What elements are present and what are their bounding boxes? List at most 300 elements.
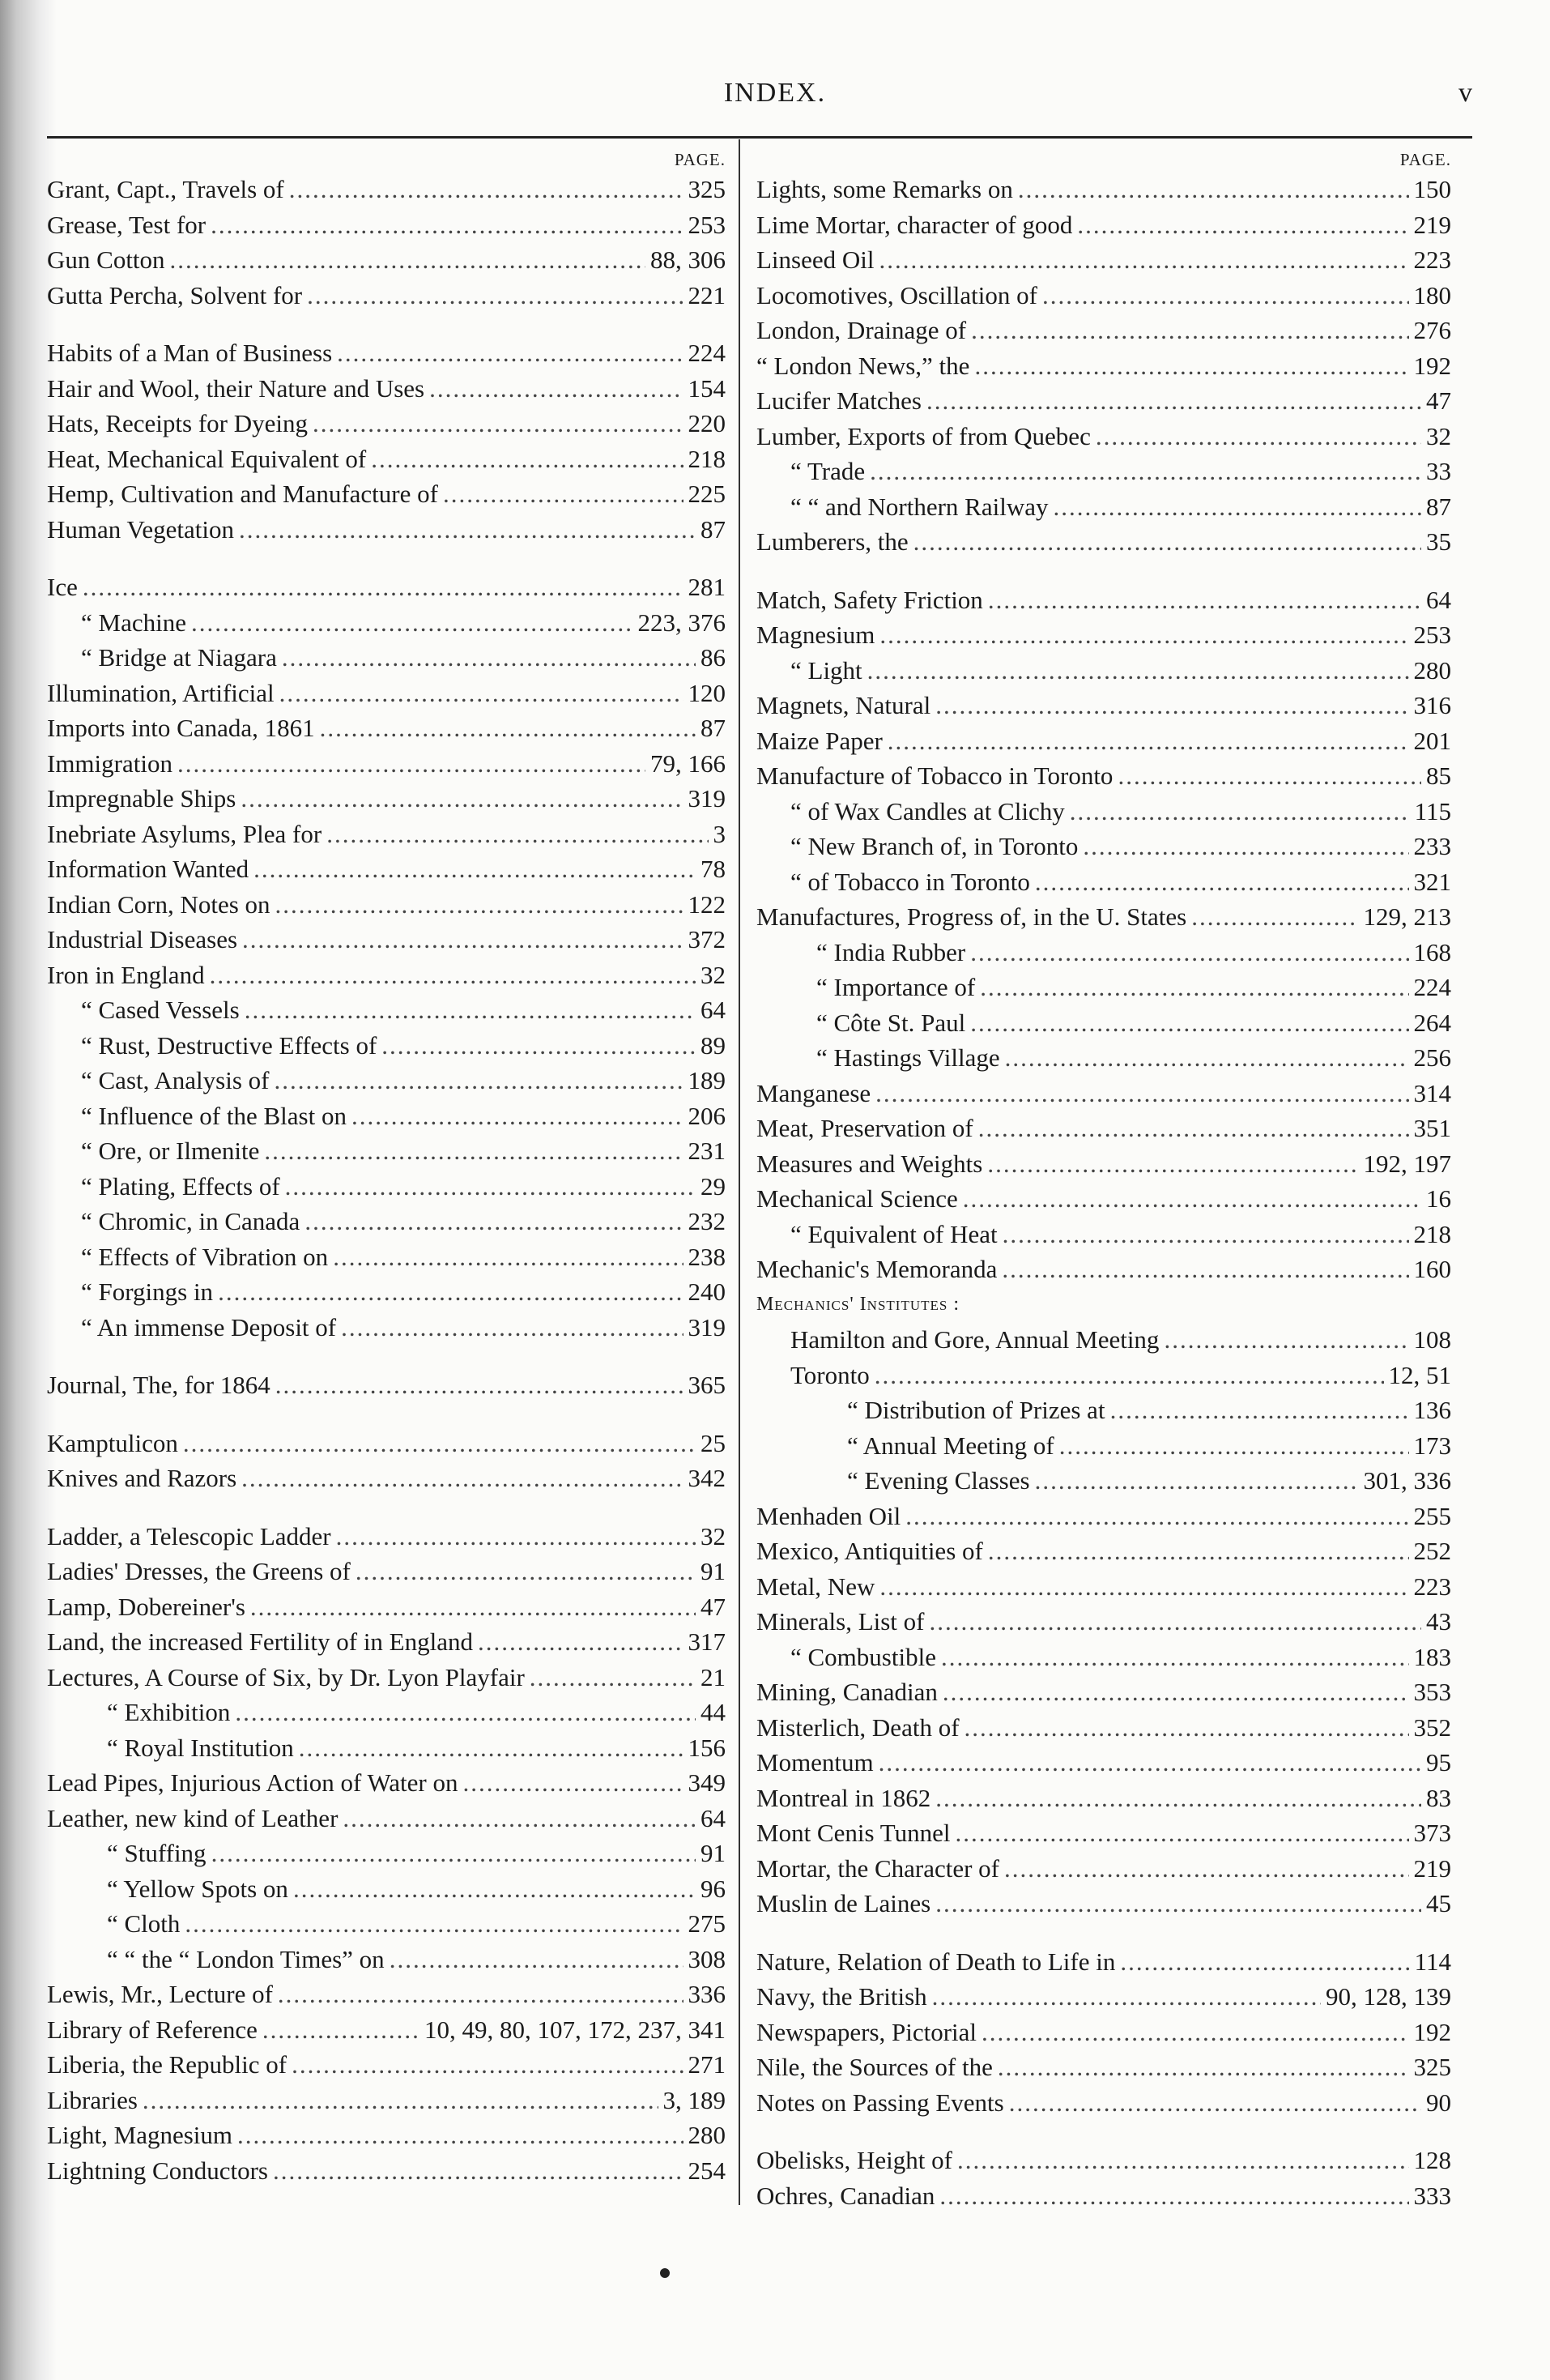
index-entry-label: Measures and Weights [756,1149,983,1178]
dot-leader [264,1133,683,1169]
index-entry-page: 43 [1426,1607,1451,1636]
index-entry-page: 12, 51 [1388,1360,1451,1389]
dot-leader [262,2012,419,2048]
index-entry-label: Libraries [47,2085,138,2114]
index-entry-label: Land, the increased Fertility of in England [47,1627,473,1656]
index-entry-page: 89 [700,1030,726,1060]
index-entry [47,1730,726,1766]
index-entry-page: 87 [700,714,726,742]
index-entry-page: 206 [688,1101,726,1130]
index-entry-page: 79, 166 [650,749,726,778]
index-entry [756,1944,1451,1980]
index-entry [47,1310,726,1346]
index-entry [756,1146,1451,1182]
index-entry-page: 95 [1426,1748,1451,1776]
index-entry-page: 10, 49, 80, 107, 172, 237, 341 [424,2015,726,2044]
dot-leader [955,1815,1408,1851]
dot-leader [299,1730,683,1766]
index-entry [756,1745,1451,1781]
index-entry [756,758,1451,794]
index-entry-label: “ Cased Vessels [81,996,240,1024]
page-number: v [1458,78,1472,108]
index-entry [756,1358,1451,1393]
index-entry-label: London, Drainage of [756,316,967,344]
index-entry [47,1169,726,1205]
dot-leader [870,454,1421,489]
index-entry [756,1604,1451,1640]
index-entry-label: Light, Magnesium [47,2121,233,2149]
index-entry-page: 218 [688,444,726,473]
index-entry [756,1428,1451,1464]
index-entry-label: Habits of a Man of Business [47,339,333,367]
index-entry [756,899,1451,935]
dot-leader [183,1426,696,1461]
index-entry [756,1463,1451,1499]
index-entry-label: Hamilton and Gore, Annual Meeting [790,1325,1160,1354]
index-entry [756,1569,1451,1605]
index-entry-page: 349 [688,1768,726,1797]
index-entry [47,406,726,441]
index-entry [47,746,726,782]
index-entry-page: 78 [700,855,726,883]
dot-leader [241,781,683,817]
dot-leader [530,1660,696,1695]
dot-leader [1004,1851,1408,1887]
index-entry-page: 280 [1413,655,1451,685]
index-entry [756,348,1451,384]
dot-leader [905,1499,1408,1534]
index-entry-page: 314 [1413,1078,1451,1107]
left-column [47,147,726,2188]
dot-leader [980,970,1408,1005]
index-entry-label: Illumination, Artificial [47,678,275,707]
dot-leader [1005,1040,1409,1076]
dot-leader [1191,899,1358,935]
index-entry-page: 351 [1413,1114,1451,1142]
index-entry [47,335,726,371]
index-entry [47,172,726,207]
dot-leader [974,348,1408,384]
index-entry [756,935,1451,970]
page-title: INDEX. [723,78,827,108]
index-entry [756,1533,1451,1569]
index-entry-label: Lewis, Mr., Lecture of [47,1980,273,2008]
index-entry-label: Hats, Receipts for Dyeing [47,409,308,437]
index-entry [47,1028,726,1064]
index-entry [47,676,726,711]
index-entry-label: Leather, new kind of Leather [47,1803,339,1832]
dot-leader [211,207,683,243]
dot-leader [241,1461,683,1496]
index-entry-page: 45 [1426,1889,1451,1917]
dot-leader [957,2143,1409,2178]
right-column [756,147,1451,2213]
index-entry [47,1977,726,2012]
dot-leader [932,1979,1321,2015]
index-entry-label: “ Influence of the Blast on [81,1101,347,1130]
index-entry [47,851,726,887]
dot-leader [239,512,696,548]
index-entry-page: 115 [1414,796,1451,825]
dot-leader [926,383,1421,419]
index-entry-page: 150 [1413,175,1451,203]
index-entry-page: 319 [688,1312,726,1341]
dot-leader [292,2047,683,2083]
index-entry [756,653,1451,689]
index-entry-page: 64 [1426,585,1451,614]
dot-leader [275,1063,683,1098]
index-entry-page: 238 [688,1242,726,1271]
dot-leader [1083,829,1408,864]
index-entry-label: Misterlich, Death of [756,1712,960,1742]
index-entry [756,1815,1451,1851]
index-entry-page: 219 [1413,1853,1451,1883]
index-entry-page: 280 [688,2121,726,2149]
index-entry-label: Mexico, Antiquities of [756,1537,983,1565]
index-entry [47,2047,726,2083]
dot-leader [935,1781,1421,1816]
index-entry-page: 3 [713,819,726,848]
index-entry-page: 353 [1413,1678,1451,1706]
index-entry [47,2153,726,2189]
index-entry-label: Lamp, Dobereiner's [47,1592,245,1621]
dot-leader [935,1886,1421,1921]
index-entry-page: 256 [1413,1043,1451,1072]
footer-ornament [660,2268,670,2278]
index-entry-page: 128 [1413,2146,1451,2174]
index-entry-label: “ Hastings Village [816,1043,1000,1072]
index-entry-page: 85 [1426,761,1451,790]
index-entry [47,1589,726,1625]
dot-leader [978,1111,1409,1146]
dot-leader [191,605,633,641]
index-entry [756,207,1451,243]
index-entry-page: 264 [1413,1008,1451,1037]
index-entry-label: Liberia, the Republic of [47,2050,287,2079]
index-entry-page: 223 [1413,1572,1451,1601]
index-entry [47,1906,726,1942]
index-entry-label: “ Yellow Spots on [107,1874,288,1903]
index-entry-page: 281 [688,573,726,601]
dot-leader [253,851,696,887]
index-entry [756,2178,1451,2214]
index-entry-page: 33 [1426,457,1451,485]
dot-leader [443,476,683,512]
index-entry-page: 32 [700,960,726,989]
index-entry-label: Grease, Test for [47,210,207,239]
index-entry [756,1322,1451,1358]
index-entry [47,1461,726,1496]
index-entry-label: Ice [47,573,78,601]
dot-leader [987,1146,1358,1182]
index-subheading: Mechanics' Institutes : [756,1293,960,1315]
index-entry-page: 321 [1413,867,1451,896]
index-entry-label: “ London News,” the [756,351,970,380]
index-entry-page: 336 [688,1980,726,2008]
index-entry-label: Nature, Relation of Death to Life in [756,1947,1116,1976]
dot-leader [1118,758,1421,794]
index-entry-page: 219 [1413,210,1451,239]
index-entry-page: 232 [688,1207,726,1235]
index-entry-label: Knives and Razors [47,1464,237,1492]
index-entry-page: 189 [688,1066,726,1094]
index-entry-page: 365 [688,1371,726,1399]
index-entry-label: “ Trade [790,457,866,485]
dot-leader [185,1906,683,1942]
index-entry-page: 325 [688,175,726,203]
index-entry-label: Locomotives, Oscillation of [756,280,1037,309]
index-entry [47,1695,726,1730]
index-entry [756,242,1451,278]
index-entry-page: 317 [688,1627,726,1656]
right-column-heading: PAGE. [1399,150,1451,169]
index-entry [47,817,726,852]
index-entry-page: 168 [1413,937,1451,966]
index-entry-page: 255 [1413,1501,1451,1530]
index-entry-page: 192 [1413,2017,1451,2046]
index-entry [756,278,1451,313]
dot-leader [285,1169,696,1205]
index-entry-page: 254 [688,2156,726,2185]
index-entry-page: 192 [1413,351,1451,380]
index-entry [756,617,1451,653]
index-entry-page: 316 [1413,691,1451,719]
index-entry [47,1871,726,1907]
index-entry [47,887,726,923]
index-entry-page: 253 [1413,621,1451,649]
index-entry [756,1640,1451,1675]
index-entry [756,829,1451,864]
index-entry-label: Manganese [756,1078,871,1107]
dot-leader [1070,794,1410,830]
index-entry-label: Linseed Oil [756,245,875,274]
dot-leader [478,1624,683,1660]
index-entry [756,1674,1451,1710]
index-entry-label: Magnesium [756,621,875,649]
dot-leader [351,1098,683,1134]
dot-leader [293,1871,696,1907]
index-entry-label: Obelisks, Height of [756,2146,952,2174]
index-entry-page: 122 [688,889,726,919]
index-entry-page: 108 [1413,1325,1451,1354]
index-entry-page: 342 [688,1464,726,1492]
index-entry-page: 224 [688,339,726,367]
index-entry-label: Heat, Mechanical Equivalent of [47,444,367,473]
index-entry-page: 87 [700,514,726,544]
index-entry [47,207,726,243]
index-entry-label: Ladies' Dresses, the Greens of [47,1557,351,1585]
index-entry [756,1217,1451,1252]
dot-leader [462,1765,683,1801]
index-entry [756,1781,1451,1816]
index-entry-page: 221 [688,280,726,309]
dot-leader [935,688,1408,723]
index-entry-label: Lime Mortar, character of good [756,210,1073,239]
dot-leader [970,1005,1408,1041]
column-divider [739,139,740,2205]
index-entry [47,1765,726,1801]
index-entry-label: Magnets, Natural [756,691,931,719]
dot-leader [307,278,683,313]
index-entry [47,1519,726,1555]
index-entry-page: 223 [1413,245,1451,274]
dot-leader [1054,489,1422,525]
index-entry [756,864,1451,900]
index-entry [47,1554,726,1589]
index-entry-label: “ Combustible [790,1642,936,1671]
index-entry [756,1111,1451,1146]
index-entry-page: 173 [1413,1431,1451,1460]
index-entry-page: 32 [700,1521,726,1550]
index-entry-label: Lead Pipes, Injurious Action of Water on [47,1768,458,1797]
index-entry-page: 220 [688,409,726,437]
dot-leader [341,1310,683,1346]
dot-leader [210,958,696,993]
index-entry-label: “ Bridge at Niagara [81,643,277,672]
index-entry [47,569,726,605]
dot-leader [218,1274,683,1310]
index-entry [756,582,1451,618]
index-entry-label: Hair and Wool, their Nature and Uses [47,373,425,403]
dot-leader [356,1554,696,1589]
dot-leader [250,1589,696,1625]
index-entry [756,2143,1451,2178]
index-entry-label: “ Rust, Destructive Effects of [81,1030,377,1060]
dot-leader [273,2153,683,2189]
index-entry-page: 21 [700,1662,726,1691]
index-entry-label: Journal, The, for 1864 [47,1371,270,1399]
dot-leader [988,582,1421,618]
dot-leader [177,746,645,782]
index-entry [47,958,726,993]
index-entry-label: “ Exhibition [107,1698,231,1726]
dot-leader [939,2178,1408,2214]
index-entry [47,710,726,746]
index-entry [47,2012,726,2048]
index-entry-label: “ An immense Deposit of [81,1312,337,1341]
index-entry [47,1239,726,1275]
dot-leader [320,710,696,746]
index-entry-page: 3, 189 [662,2085,726,2114]
index-entry [47,278,726,313]
index-entry-label: Imports into Canada, 1861 [47,714,315,742]
index-entry-page: 319 [688,784,726,813]
index-entry [756,419,1451,454]
dot-leader [1059,1428,1409,1464]
index-entry-label: Match, Safety Friction [756,585,983,614]
index-entry-label: Gutta Percha, Solvent for [47,280,303,309]
index-entry-page: 333 [1413,2181,1451,2210]
index-entry-label: Information Wanted [47,855,249,883]
index-entry [47,1660,726,1695]
index-entry [756,1851,1451,1887]
dot-leader [888,723,1409,759]
dot-leader [275,1367,683,1403]
index-entry-page: 87 [1426,492,1451,521]
index-entry [47,1204,726,1239]
index-entry-page: 253 [688,210,726,239]
index-entry-page: 224 [1413,973,1451,1001]
header-rule [47,136,1472,139]
index-entry-label: Metal, New [756,1572,875,1601]
dot-leader [1077,207,1408,243]
index-entry-label: Notes on Passing Events [756,2088,1004,2117]
dot-leader [1042,278,1409,313]
index-entry-label: Library of Reference [47,2015,258,2044]
index-entry-page: 240 [688,1277,726,1306]
index-entry-page: 276 [1413,316,1451,344]
index-entry-label: Minerals, List of [756,1607,925,1636]
dot-leader [343,1801,696,1836]
index-entry-label: Lightning Conductors [47,2156,268,2185]
index-entry [47,605,726,641]
index-entry-label: “ of Tobacco in Toronto [790,867,1030,896]
index-entry-label: Maize Paper [756,726,883,755]
dot-leader [1120,1944,1409,1980]
index-entry [756,1886,1451,1921]
index-entry [756,1005,1451,1041]
index-entry [756,723,1451,759]
index-entry-label: Manufactures, Progress of, in the U. States [756,902,1187,931]
index-entry-page: 218 [1413,1219,1451,1248]
index-entry [47,1063,726,1098]
index-entry-page: 192, 197 [1363,1149,1451,1178]
dot-leader [879,242,1409,278]
dot-leader [982,2015,1408,2050]
index-entry-label: “ Effects of Vibration on [81,1242,329,1271]
index-entry-page: 64 [700,1803,726,1832]
index-entry-page: 91 [700,1557,726,1585]
index-entry-label: Navy, the British [756,1982,927,2011]
index-entry-page: 352 [1413,1712,1451,1742]
dot-leader [390,1942,683,1977]
index-entry [756,794,1451,830]
index-entry [756,489,1451,525]
dot-leader [337,335,683,371]
index-entry-label: Meat, Preservation of [756,1114,973,1142]
index-entry-label: “ Cloth [107,1909,181,1938]
dot-leader [279,676,683,711]
index-entry-label: Nile, the Sources of the [756,2053,993,2081]
index-entry-label: “ Ore, or Ilmenite [81,1137,260,1165]
index-entry-page: 252 [1413,1537,1451,1565]
index-entry-label: “ Importance of [816,973,976,1001]
index-entry [756,383,1451,419]
index-entry-label: “ Forgings in [81,1277,214,1306]
index-entry [47,1367,726,1403]
index-entry-page: 223, 376 [637,608,726,637]
dot-leader [943,1674,1409,1710]
index-entry [47,1942,726,1977]
index-entry-label: Mechanic's Memoranda [756,1255,998,1283]
index-entry-label: “ Cast, Analysis of [81,1066,270,1094]
index-entry-page: 275 [688,1909,726,1938]
dot-leader [242,922,683,958]
index-entry-label: Mining, Canadian [756,1678,938,1706]
index-entry [756,688,1451,723]
dot-leader [83,569,683,605]
index-entry-page: 83 [1426,1783,1451,1812]
index-entry [47,922,726,958]
index-entry [47,512,726,548]
index-entry [756,172,1451,207]
index-entry-page: 129, 213 [1363,902,1451,931]
index-entry [47,441,726,477]
index-entry-label: Ochres, Canadian [756,2181,935,2210]
dot-leader [879,1745,1421,1781]
dot-leader [278,1977,683,2012]
index-entry-label: “ Evening Classes [847,1466,1030,1495]
